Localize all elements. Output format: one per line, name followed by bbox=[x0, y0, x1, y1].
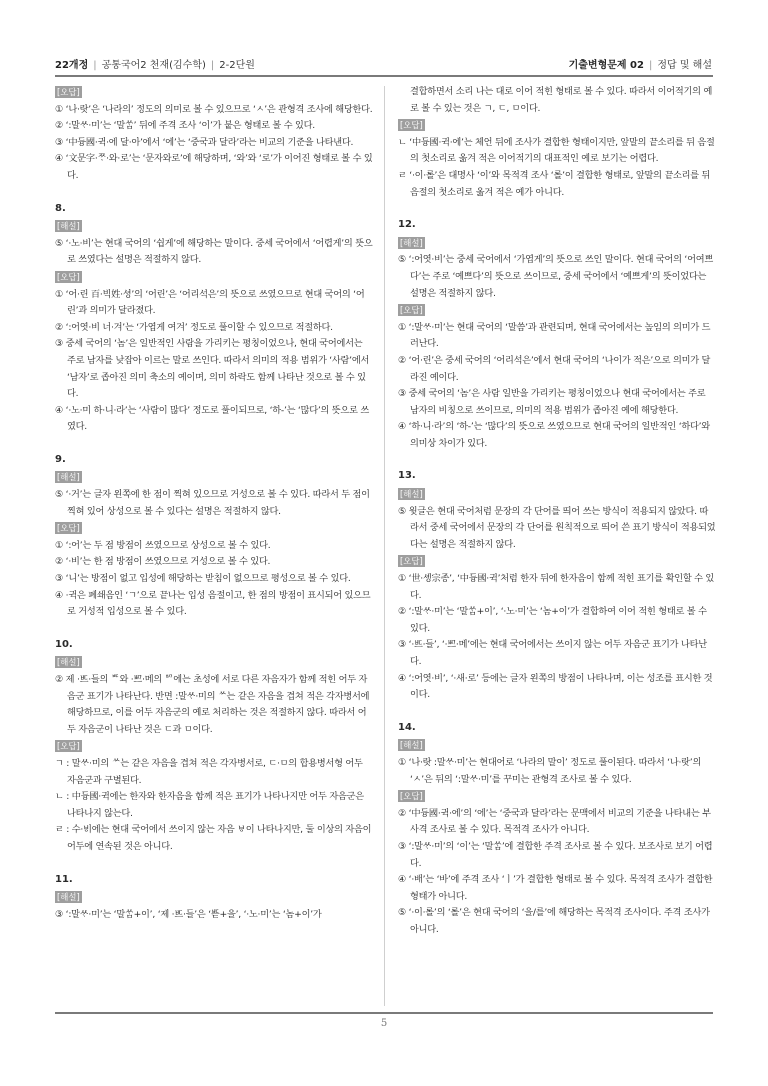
q14-wrong-2: ② ‘中듕國·귁·에’의 ‘에’는 ‘중국과 달라’라는 문맥에서 비교의 기준을 나타내는 부사격 조사로 볼 수 있다. 목적격 조사가 아니다. bbox=[398, 807, 711, 836]
q10-explanation: ② 제 ·ᄠᅳ·들의 ᄠ와 ·ᄢᅳ·메의 ᄢ에는 초성에 서로 다른 자음자가 함께 적힌 어두 자음군 표기가 나타난다. 반면 :말ᄊᆞ·미의 ᄊ는 같은 자음을 겹쳐 적은 각자병서에 해당하므로, 이를 어두 자음군의 예로 처리하는 것은 적절하지 않다. 따라서 어두 자음군이 나타난 것은 ㄷ과 ㅁ이다. bbox=[55, 674, 370, 735]
explanation-tag: [해설] bbox=[400, 740, 423, 751]
wrong-answer-tag: [오답] bbox=[57, 87, 80, 97]
running-header-right: 기출변형문제 02 | 정답 및 해설 bbox=[568, 60, 712, 71]
q7-wrong-2: ② ‘:말ᄊᆞ·미’는 ‘말ᄊᆞᆷ’ 뒤에 주격 조사 ‘이’가 붙은 형태로 볼 수 있다. bbox=[55, 120, 315, 132]
q13-wrong-1: ① ‘世·솅宗종’, ‘中듕國·귁’처럼 한자 뒤에 한자음이 함께 적힌 표기를 확인할 수 있다. bbox=[398, 573, 715, 601]
unit-label: 2-2단원 bbox=[219, 60, 255, 71]
q11-explanation-start: ③ ‘:말ᄊᆞ·미’는 ‘말ᄊᆞᆷ+이’, ‘제 ·ᄠᅳ·들’은 ‘ᄠᅳᆮ+을’, ‘·노·미’는 ‘놈+이’가 bbox=[55, 908, 322, 920]
q11-wrong-2: ㄹ ‘·이·롤’은 대명사 ‘이’와 목적격 조사 ‘롤’이 결합한 형태로, 앞말의 끝소리를 뒤 음절의 첫소리로 옮겨 적은 예가 아니다. bbox=[398, 169, 711, 198]
q13-explanation: ⑤ 윗글은 현대 국어처럼 문장의 각 단어를 띄어 쓰는 방식이 적용되지 않았다. 따라서 중세 국어에서 문장의 각 단어를 원칙적으로 띄어 쓴 표기 방식이 적용되었다는 설명은 적절하지 않다. bbox=[398, 505, 716, 550]
q12-wrong-4: ④ ‘하·니·라’의 ‘하-’는 ‘많다’의 뜻으로 쓰였으므로 현대 국어의 일반적인 ‘하다’와 의미상 차이가 있다. bbox=[398, 421, 710, 449]
q8-wrong-2: ② ‘:어엿·비 너·겨’는 ‘가엽게 여겨’ 정도로 풀이할 수 있으므로 적절하다. bbox=[55, 321, 333, 333]
q8-wrong-1: ① ‘어·린 百·빅姓·셩’의 ‘어린’은 ‘어리석은’의 뜻으로 쓰였으므로 현대 국어의 ‘어린’과 의미가 달라졌다. bbox=[55, 288, 365, 317]
wrong-answer-tag: [오답] bbox=[400, 791, 423, 802]
q11-wrong-1: ㄴ ‘中듕國·귁·에’는 체언 뒤에 조사가 결합한 형태이지만, 앞말의 끝소리를 뒤 음절의 첫소리로 옮겨 적은 이어적기의 대표적인 예로 보기는 어렵다. bbox=[398, 136, 715, 165]
q10-wrong-3: ㄹ : 수·ᄫᅵ에는 현대 국어에서 쓰이지 않는 자음 ㅸ이 나타나지만, 둘 이상의 자음이 어두에 연속된 것은 아니다. bbox=[55, 824, 372, 852]
right-column bbox=[398, 84, 716, 939]
wrong-answer-tag: [오답] bbox=[400, 120, 423, 131]
wrong-answer-tag: [오답] bbox=[400, 556, 423, 567]
wrong-answer-tag: [오답] bbox=[400, 305, 423, 316]
subject-label: 공통국어2 천재(김수학) bbox=[101, 60, 206, 71]
q7-wrong-4: ④ ‘文문字·ᄍᆞ·와·로’는 ‘문자와로’에 해당하며, ‘와’와 ‘로’가 이어진 형태로 볼 수 있다. bbox=[55, 153, 373, 181]
q12-wrong-3: ③ 중세 국어의 ‘놈’은 사람 일반을 가리키는 평칭이었으나 현대 국어에서는 주로 남자의 비칭으로 쓰이므로, 의미의 적용 범위가 좁아진 예에 해당한다. bbox=[398, 388, 706, 416]
wrong-answer-tag: [오답] bbox=[57, 271, 80, 282]
explanation-tag: [해설] bbox=[57, 657, 80, 668]
q11-explanation-continued: 결합하면서 소리 나는 대로 이어 적힌 형태로 볼 수 있다. 따라서 이어적기의 예로 볼 수 있는 것은 ㄱ, ㄷ, ㅁ이다. bbox=[410, 86, 713, 114]
q10-wrong-2: ㄴ : 中듕國·귁에는 한자와 한자음을 함께 적은 표기가 나타나지만 어두 자음군은 나타나지 않는다. bbox=[55, 791, 364, 819]
question-number-10: 10. bbox=[55, 638, 73, 650]
q14-wrong-4: ④ ‘·배’는 ‘바’에 주격 조사 ‘ㅣ’가 결합한 형태로 볼 수 있다. 목적격 조사가 결합한 형태가 아니다. bbox=[398, 874, 713, 902]
header-rule bbox=[55, 75, 713, 77]
column-divider bbox=[384, 86, 385, 1006]
q14-wrong-5: ⑤ ‘·이·롤’의 ‘롤’은 현대 국어의 ‘을/를’에 해당하는 목적격 조사이다. 주격 조사가 아니다. bbox=[398, 907, 710, 935]
explanation-tag: [해설] bbox=[400, 237, 423, 248]
q7-wrong-3: ③ ‘中듕國·귁·에 달·아’에서 ‘에’는 ‘중국과 달라’라는 비교의 기준을 나타낸다. bbox=[55, 136, 354, 148]
answer-key-label: 정답 및 해설 bbox=[657, 60, 712, 71]
explanation-tag: [해설] bbox=[57, 892, 80, 903]
explanation-tag: [해설] bbox=[400, 489, 423, 500]
exam-set-label: 기출변형문제 02 bbox=[568, 60, 644, 71]
q8-explanation: ⑤ ‘·노·비’는 현대 국어의 ‘쉽게’에 해당하는 말이다. 중세 국어에서 ‘어렵게’의 뜻으로 쓰였다는 설명은 적절하지 않다. bbox=[55, 237, 373, 266]
question-number-9: 9. bbox=[55, 453, 66, 465]
page-number: 5 bbox=[380, 1018, 388, 1029]
q12-explanation: ⑤ ‘:어엿·비’는 중세 국어에서 ‘가엽게’의 뜻으로 쓰인 말이다. 현대 국어의 ‘어여쁘다’는 주로 ‘예쁘다’의 뜻으로 쓰이므로, 중세 국어에서 ‘예쁘게’의 뜻이었다는 설명은 적절하지 않다. bbox=[398, 254, 713, 299]
q12-wrong-1: ① ‘:말ᄊᆞ·미’는 현대 국어의 ‘말씀’과 관련되며, 현대 국어에서는 높임의 의미가 드러난다. bbox=[398, 321, 711, 350]
q9-wrong-3: ③ ‘니’는 방점이 없고 입성에 해당하는 받침이 없으므로 평성으로 볼 수 있다. bbox=[55, 573, 351, 585]
question-number-8: 8. bbox=[55, 202, 66, 214]
running-header-left: 22개정 | 공통국어2 천재(김수학) | 2-2단원 bbox=[55, 60, 255, 71]
explanation-tag: [해설] bbox=[57, 472, 80, 483]
footer-rule bbox=[55, 1012, 713, 1014]
q13-wrong-3: ③ ‘·ᄠᅳ·들’, ‘·ᄢᅳ·메’에는 현대 국어에서는 쓰이지 않는 어두 자음군 표기가 나타난다. bbox=[398, 639, 707, 667]
q8-wrong-3: ③ 중세 국어의 ‘놈’은 일반적인 사람을 가리키는 평칭이었으나, 현대 국어에서는 주로 남자를 낮잡아 이르는 말로 쓰인다. 따라서 의미의 적용 범위가 ‘사람’에서 ‘남자’로 좁아진 의미 축소의 예이며, 의미 하락도 함께 나타난 것으로 볼 수 있다. bbox=[55, 338, 370, 400]
left-column bbox=[55, 84, 373, 923]
question-number-14: 14. bbox=[398, 721, 416, 733]
q9-explanation: ⑤ ‘·거’는 글자 왼쪽에 한 점이 찍혀 있으므로 거성으로 볼 수 있다. 따라서 두 점이 찍혀 있어 상성으로 볼 수 있다는 설명은 적절하지 않다. bbox=[55, 489, 370, 517]
curriculum-label: 22개정 bbox=[55, 60, 89, 71]
q9-wrong-4: ④ ·귁은 폐쇄음인 ‘ㄱ’으로 끝나는 입성 음절이고, 한 점의 방점이 표시되어 있으므로 거성적 입성으로 볼 수 있다. bbox=[55, 589, 371, 618]
q13-wrong-4: ④ ‘:어엿·비’, ‘·새·로’ 등에는 글자 왼쪽의 방점이 나타나며, 이는 성조를 표시한 것이다. bbox=[398, 672, 713, 701]
q13-wrong-2: ② ‘:말ᄊᆞ·미’는 ‘말ᄊᆞᆷ+이’, ‘·노·미’는 ‘놈+이’가 결합하여 이어 적힌 형태로 볼 수 있다. bbox=[398, 606, 707, 634]
q7-wrong-1: ① ‘나·랏’은 ‘나라의’ 정도의 의미로 볼 수 있으므로 ‘ㅅ’은 관형격 조사에 해당한다. bbox=[55, 103, 373, 115]
q9-wrong-2: ② ‘·비’는 한 점 방점이 쓰였으므로 거성으로 볼 수 있다. bbox=[55, 556, 271, 568]
q10-wrong-1: ㄱ : 말ᄊᆞ·미의 ᄊ는 같은 자음을 겹쳐 적은 각자병서로, ㄷ·ㅁ의 합용병서형 어두 자음군과 구별된다. bbox=[55, 757, 363, 786]
q14-wrong-3: ③ ‘:말ᄊᆞ·미’의 ‘이’는 ‘말ᄊᆞᆷ’에 결합한 주격 조사로 볼 수 있다. 보조사로 보기 어렵다. bbox=[398, 840, 713, 869]
explanation-tag: [해설] bbox=[57, 221, 80, 232]
wrong-answer-tag: [오답] bbox=[57, 741, 80, 752]
question-number-11: 11. bbox=[55, 873, 73, 885]
q8-wrong-4: ④ ‘·노·미 하·니·라’는 ‘사람이 많다’ 정도로 풀이되므로, ‘하-’는 ‘많다’의 뜻으로 쓰였다. bbox=[55, 404, 369, 433]
wrong-answer-tag: [오답] bbox=[57, 523, 80, 534]
question-number-12: 12. bbox=[398, 219, 416, 231]
q12-wrong-2: ② ‘어·린’은 중세 국어의 ‘어리석은’에서 현대 국어의 ‘나이가 적은’으로 의미가 달라진 예이다. bbox=[398, 354, 711, 383]
q9-wrong-1: ① ‘:어’는 두 점 방점이 쓰였으므로 상성으로 볼 수 있다. bbox=[55, 539, 271, 551]
question-number-13: 13. bbox=[398, 470, 416, 482]
q14-explanation: ① ‘나·랏 :말ᄊᆞ·미’는 현대어로 ‘나라의 말이’ 정도로 풀이된다. 따라서 ‘나·랏’의 ‘ㅅ’은 뒤의 ‘:말ᄊᆞ·미’를 꾸미는 관형격 조사로 볼 수 있다. bbox=[398, 756, 702, 785]
